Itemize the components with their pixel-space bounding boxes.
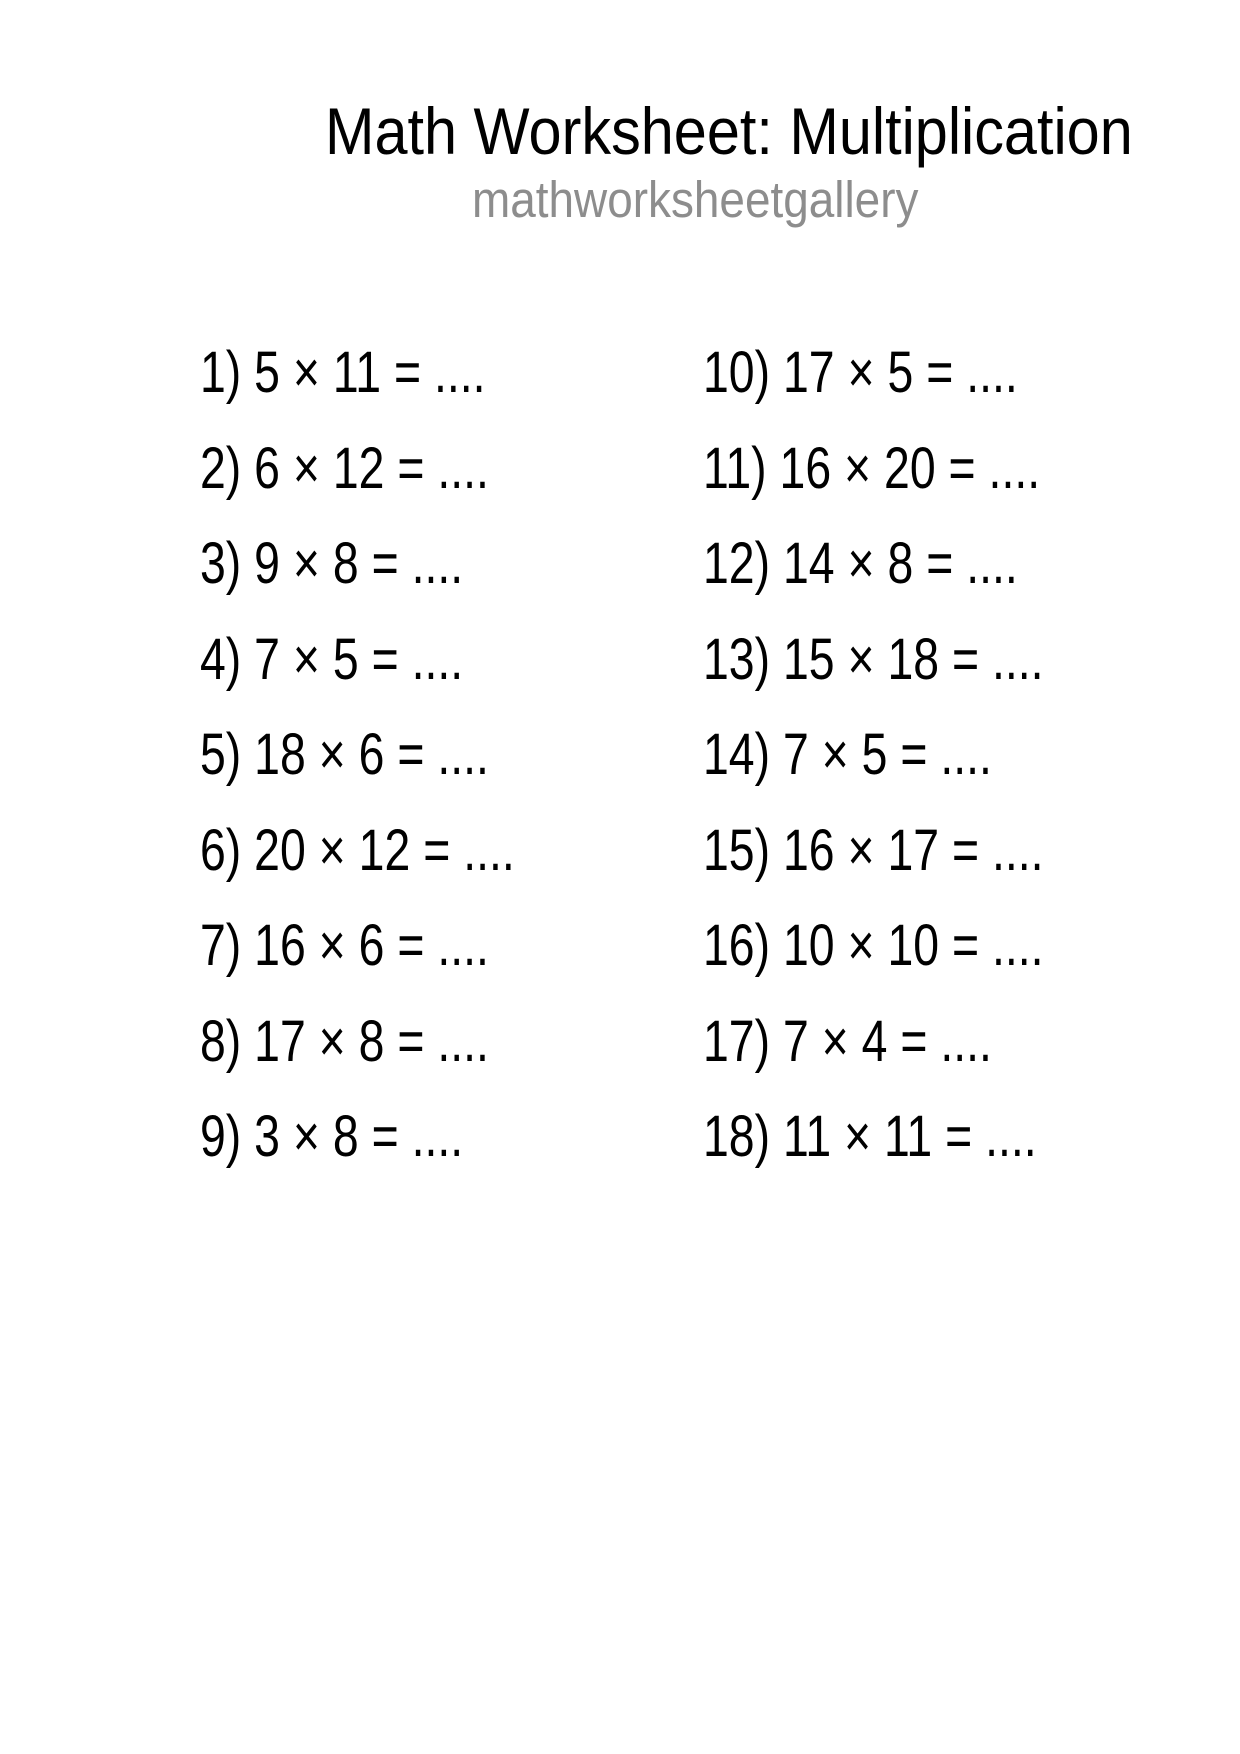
operand-a: 17 xyxy=(782,340,835,405)
equals-sign: = xyxy=(926,531,954,596)
operand-a: 16 xyxy=(782,817,835,883)
problem-row xyxy=(703,803,1044,899)
operand-a: 7 xyxy=(254,626,280,692)
times-icon: × xyxy=(318,913,346,978)
operand-a: 16 xyxy=(254,913,306,978)
problem-row xyxy=(200,421,515,517)
times-icon: × xyxy=(847,913,875,978)
operand-a: 11 xyxy=(782,1104,832,1169)
page-subtitle: mathworksheetgallery xyxy=(472,171,919,228)
equals-sign: = xyxy=(393,340,422,405)
operand-b: 8 xyxy=(358,1008,385,1074)
equals-sign: = xyxy=(926,340,954,405)
operand-a: 5 xyxy=(254,340,280,405)
times-icon: × xyxy=(318,722,346,787)
operand-b: 18 xyxy=(887,626,940,692)
answer-blank: .... xyxy=(991,626,1044,692)
problem-number: 12) xyxy=(703,531,771,596)
operand-b: 4 xyxy=(861,1008,888,1074)
times-icon: × xyxy=(821,722,849,787)
problem-number: 1) xyxy=(200,340,242,405)
equals-sign: = xyxy=(945,1104,973,1169)
operand-b: 11 xyxy=(332,340,382,405)
answer-blank: .... xyxy=(985,1104,1037,1169)
operand-b: 5 xyxy=(861,722,888,787)
problem-row xyxy=(703,707,1044,803)
answer-blank: .... xyxy=(940,1008,992,1074)
problem-number: 10) xyxy=(703,340,771,405)
problem-row xyxy=(703,1089,1044,1185)
problem-number: 7) xyxy=(200,913,242,978)
answer-blank: .... xyxy=(991,913,1044,978)
answer-blank: .... xyxy=(411,626,464,692)
answer-blank: .... xyxy=(437,435,489,501)
operand-b: 8 xyxy=(887,531,914,596)
times-icon: × xyxy=(292,1104,320,1169)
problem-number: 14) xyxy=(703,722,771,787)
problem-number: 4) xyxy=(200,626,242,692)
times-icon: × xyxy=(292,340,320,405)
operand-b: 8 xyxy=(332,1104,359,1169)
times-icon: × xyxy=(844,1104,872,1169)
equals-sign: = xyxy=(423,817,451,883)
problem-number: 15) xyxy=(703,817,771,883)
problem-row xyxy=(703,325,1044,421)
problem-number: 11) xyxy=(703,435,767,501)
times-icon: × xyxy=(847,626,875,692)
problem-number: 5) xyxy=(200,722,242,787)
answer-blank: .... xyxy=(437,913,489,978)
problem-row xyxy=(200,707,515,803)
equals-sign: = xyxy=(397,913,425,978)
times-icon: × xyxy=(292,626,320,692)
operand-b: 17 xyxy=(887,817,940,883)
operand-b: 10 xyxy=(887,913,940,978)
answer-blank: .... xyxy=(991,817,1044,883)
page-title: Math Worksheet: Multiplication xyxy=(325,94,1133,168)
operand-a: 3 xyxy=(254,1104,280,1169)
problem-number: 18) xyxy=(703,1104,771,1169)
operand-a: 14 xyxy=(782,531,835,596)
answer-blank: .... xyxy=(966,531,1018,596)
equals-sign: = xyxy=(371,531,399,596)
problem-number: 3) xyxy=(200,531,242,596)
times-icon: × xyxy=(847,531,875,596)
problem-number: 16) xyxy=(703,913,771,978)
answer-blank: .... xyxy=(966,340,1018,405)
problem-row xyxy=(200,898,515,994)
problem-number: 8) xyxy=(200,1008,242,1074)
operand-b: 11 xyxy=(884,1104,933,1169)
problem-row xyxy=(703,994,1044,1090)
problem-row xyxy=(200,612,515,708)
problems-column-right xyxy=(703,325,1044,1185)
equals-sign: = xyxy=(397,722,425,787)
operand-b: 8 xyxy=(332,531,359,596)
answer-blank: .... xyxy=(433,340,486,405)
problem-row xyxy=(200,325,515,421)
operand-a: 7 xyxy=(782,722,809,787)
equals-sign: = xyxy=(900,1008,928,1074)
operand-b: 6 xyxy=(358,913,385,978)
operand-a: 16 xyxy=(779,435,832,501)
problem-row xyxy=(703,421,1044,517)
operand-a: 15 xyxy=(782,626,835,692)
answer-blank: .... xyxy=(463,817,515,883)
equals-sign: = xyxy=(948,435,976,501)
times-icon: × xyxy=(318,817,346,883)
answer-blank: .... xyxy=(437,1008,489,1074)
operand-a: 9 xyxy=(254,531,280,596)
problem-row xyxy=(200,994,515,1090)
equals-sign: = xyxy=(951,817,980,883)
times-icon: × xyxy=(847,340,875,405)
equals-sign: = xyxy=(900,722,928,787)
problems-column-left xyxy=(200,325,515,1185)
problem-row xyxy=(200,803,515,899)
equals-sign: = xyxy=(397,1008,425,1074)
problem-number: 17) xyxy=(703,1008,771,1074)
problem-row xyxy=(703,898,1044,994)
problem-row xyxy=(703,612,1044,708)
answer-blank: .... xyxy=(940,722,992,787)
operand-a: 18 xyxy=(254,722,306,787)
operand-a: 7 xyxy=(782,1008,809,1074)
answer-blank: .... xyxy=(411,1104,464,1169)
times-icon: × xyxy=(847,817,875,883)
problem-number: 9) xyxy=(200,1104,242,1169)
equals-sign: = xyxy=(371,1104,399,1169)
problem-row xyxy=(703,516,1044,612)
operand-a: 20 xyxy=(254,817,306,883)
problem-number: 13) xyxy=(703,626,771,692)
times-icon: × xyxy=(844,435,872,501)
operand-b: 5 xyxy=(887,340,914,405)
operand-b: 12 xyxy=(332,435,385,501)
times-icon: × xyxy=(821,1008,849,1074)
equals-sign: = xyxy=(397,435,425,501)
operand-b: 6 xyxy=(358,722,385,787)
operand-b: 20 xyxy=(884,435,936,501)
answer-blank: .... xyxy=(411,531,464,596)
times-icon: × xyxy=(292,531,320,596)
answer-blank: .... xyxy=(437,722,489,787)
operand-b: 5 xyxy=(332,626,359,692)
problem-number: 2) xyxy=(200,435,242,501)
times-icon: × xyxy=(292,435,320,501)
operand-a: 17 xyxy=(254,1008,306,1074)
equals-sign: = xyxy=(951,913,980,978)
operand-a: 6 xyxy=(254,435,280,501)
answer-blank: .... xyxy=(988,435,1041,501)
problem-row xyxy=(200,1089,515,1185)
problem-row xyxy=(200,516,515,612)
problem-number: 6) xyxy=(200,817,242,883)
operand-b: 12 xyxy=(358,817,411,883)
times-icon: × xyxy=(318,1008,346,1074)
operand-a: 10 xyxy=(782,913,835,978)
equals-sign: = xyxy=(951,626,980,692)
equals-sign: = xyxy=(371,626,399,692)
